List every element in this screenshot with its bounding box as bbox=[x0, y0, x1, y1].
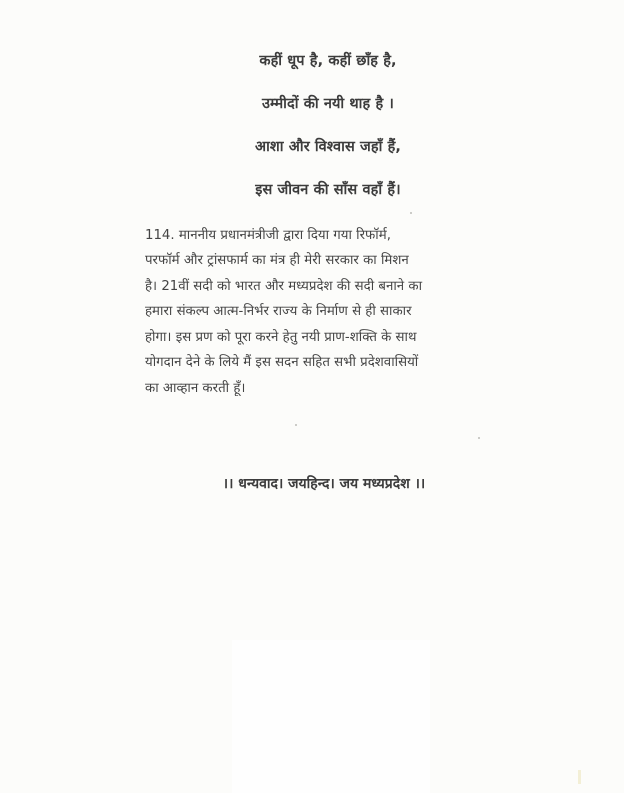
paragraph-line-1: 114. माननीय प्रधानमंत्रीजी द्वारा दिया गया रिफॉर्म, bbox=[145, 228, 391, 243]
paragraph-line-3: है। 21वीं सदी को भारत और मध्यप्रदेश की सदी बनाने का bbox=[145, 279, 423, 294]
scan-speck bbox=[295, 424, 297, 426]
scan-edge-mark bbox=[578, 770, 581, 784]
closing-salutation: ।। धन्यवाद। जयहिन्द। जय मध्यप्रदेश ।। bbox=[222, 476, 426, 492]
poem-line-4: इस जीवन की साँस वहाँ हैं। bbox=[255, 182, 401, 198]
scan-speck bbox=[478, 437, 480, 439]
paragraph-line-2: परफॉर्म और ट्रांसफार्म का मंत्र ही मेरी सरकार का मिशन bbox=[145, 253, 409, 268]
blank-area bbox=[232, 640, 430, 793]
paragraph-line-6: योगदान देने के लिये मैं इस सदन सहित सभी प्रदेशवासियों bbox=[145, 355, 419, 370]
scan-speck bbox=[410, 212, 412, 214]
poem-line-2: उम्मीदों की नयी थाह है । bbox=[261, 96, 395, 112]
poem-line-3: आशा और विश्वास जहाँ हैं, bbox=[254, 139, 401, 155]
paragraph-line-7: का आव्हान करती हूँ। bbox=[145, 381, 246, 396]
poem-line-1: कहीं धूप है, कहीं छाँह है, bbox=[259, 53, 397, 69]
paragraph-line-4: हमारा संकल्प आत्म-निर्भर राज्य के निर्माण से ही साकार bbox=[145, 304, 412, 319]
paragraph-line-5: होगा। इस प्रण को पूरा करने हेतु नयी प्राण-शक्ति के साथ bbox=[145, 330, 417, 345]
